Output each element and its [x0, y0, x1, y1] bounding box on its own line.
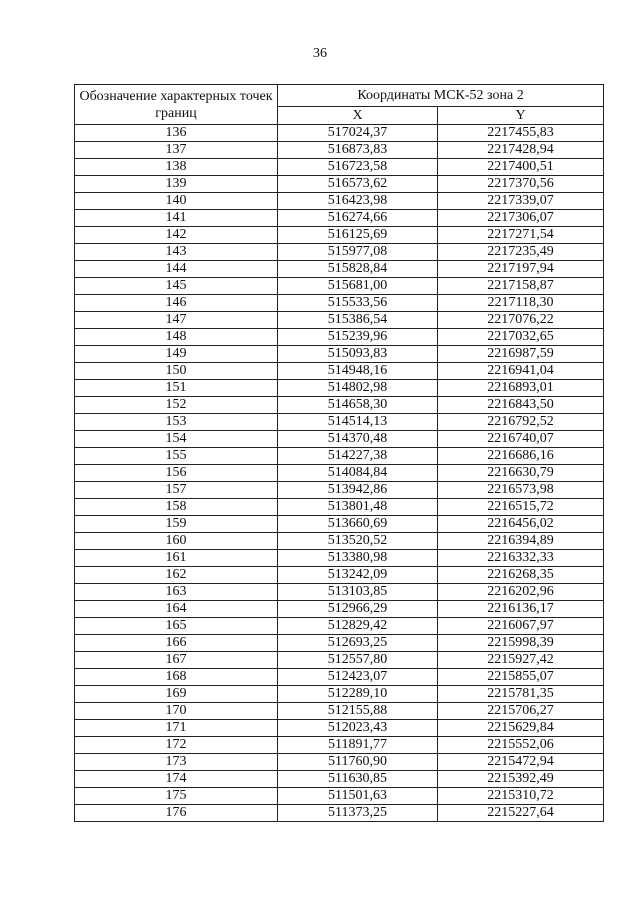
table-row: [75, 805, 604, 822]
table-row: [75, 482, 604, 499]
x-coordinate-cell: 511760,90: [278, 754, 438, 771]
y-column-header: Y: [438, 107, 604, 125]
table-row: [75, 550, 604, 567]
table-row: [75, 142, 604, 159]
y-coordinate-cell: 2215927,42: [438, 652, 604, 669]
y-coordinate-cell: 2217400,51: [438, 159, 604, 176]
y-coordinate-cell: 2217235,49: [438, 244, 604, 261]
y-coordinate-cell: 2215706,27: [438, 703, 604, 720]
point-number-cell: 172: [75, 737, 278, 754]
x-coordinate-cell: 516274,66: [278, 210, 438, 227]
x-coordinate-cell: 512155,88: [278, 703, 438, 720]
table-row: [75, 601, 604, 618]
point-number-cell: 175: [75, 788, 278, 805]
table-row: [75, 210, 604, 227]
y-coordinate-cell: 2217370,56: [438, 176, 604, 193]
table-row: [75, 703, 604, 720]
page-number: 36: [313, 46, 327, 61]
point-number-cell: 168: [75, 669, 278, 686]
x-coordinate-cell: 512557,80: [278, 652, 438, 669]
x-coordinate-cell: 515386,54: [278, 312, 438, 329]
point-designation-header: Обозначение характерных точек границ: [75, 85, 278, 125]
x-coordinate-cell: 513660,69: [278, 516, 438, 533]
table-row: [75, 788, 604, 805]
point-number-cell: 155: [75, 448, 278, 465]
table-row: [75, 363, 604, 380]
point-number-cell: 167: [75, 652, 278, 669]
table-row: [75, 567, 604, 584]
point-number-cell: 169: [75, 686, 278, 703]
point-number-cell: 142: [75, 227, 278, 244]
point-number-cell: 143: [75, 244, 278, 261]
y-coordinate-cell: 2215392,49: [438, 771, 604, 788]
table-row: [75, 499, 604, 516]
x-coordinate-cell: 511501,63: [278, 788, 438, 805]
x-coordinate-cell: 515828,84: [278, 261, 438, 278]
table-row: [75, 397, 604, 414]
y-coordinate-cell: 2216941,04: [438, 363, 604, 380]
y-coordinate-cell: 2216394,89: [438, 533, 604, 550]
x-coordinate-cell: 514227,38: [278, 448, 438, 465]
x-coordinate-cell: 515093,83: [278, 346, 438, 363]
point-number-cell: 136: [75, 125, 278, 142]
table-row: [75, 516, 604, 533]
x-column-header: X: [278, 107, 438, 125]
table-row: [75, 176, 604, 193]
x-coordinate-cell: 514658,30: [278, 397, 438, 414]
point-number-cell: 159: [75, 516, 278, 533]
point-number-cell: 147: [75, 312, 278, 329]
point-number-cell: 170: [75, 703, 278, 720]
coordinates-table-body: [75, 125, 604, 822]
y-coordinate-cell: 2217339,07: [438, 193, 604, 210]
point-number-cell: 154: [75, 431, 278, 448]
table-row: [75, 278, 604, 295]
table-row: [75, 618, 604, 635]
x-coordinate-cell: 512423,07: [278, 669, 438, 686]
y-coordinate-cell: 2217118,30: [438, 295, 604, 312]
point-number-cell: 139: [75, 176, 278, 193]
x-coordinate-cell: 512693,25: [278, 635, 438, 652]
y-coordinate-cell: 2217428,94: [438, 142, 604, 159]
table-row: [75, 159, 604, 176]
y-coordinate-cell: 2216740,07: [438, 431, 604, 448]
point-number-cell: 162: [75, 567, 278, 584]
table-row: [75, 380, 604, 397]
x-coordinate-cell: 514514,13: [278, 414, 438, 431]
point-number-cell: 171: [75, 720, 278, 737]
y-coordinate-cell: 2216202,96: [438, 584, 604, 601]
table-header-row: [75, 85, 604, 107]
x-coordinate-cell: 513942,86: [278, 482, 438, 499]
y-coordinate-cell: 2215310,72: [438, 788, 604, 805]
table-row: [75, 193, 604, 210]
point-number-cell: 141: [75, 210, 278, 227]
table-row: [75, 431, 604, 448]
y-coordinate-cell: 2217271,54: [438, 227, 604, 244]
point-number-cell: 163: [75, 584, 278, 601]
point-number-cell: 165: [75, 618, 278, 635]
point-number-cell: 158: [75, 499, 278, 516]
y-coordinate-cell: 2216573,98: [438, 482, 604, 499]
table-row: [75, 346, 604, 363]
x-coordinate-cell: 515681,00: [278, 278, 438, 295]
y-coordinate-cell: 2215552,06: [438, 737, 604, 754]
point-number-cell: 166: [75, 635, 278, 652]
coordinates-table: [74, 84, 604, 822]
y-coordinate-cell: 2216268,35: [438, 567, 604, 584]
point-number-cell: 150: [75, 363, 278, 380]
y-coordinate-cell: 2216136,17: [438, 601, 604, 618]
x-coordinate-cell: 514370,48: [278, 431, 438, 448]
x-coordinate-cell: 513801,48: [278, 499, 438, 516]
y-coordinate-cell: 2216630,79: [438, 465, 604, 482]
y-coordinate-cell: 2217158,87: [438, 278, 604, 295]
coordinate-system-header: Координаты МСК-52 зона 2: [278, 85, 604, 107]
table-row: [75, 261, 604, 278]
point-number-cell: 160: [75, 533, 278, 550]
x-coordinate-cell: 514084,84: [278, 465, 438, 482]
x-coordinate-cell: 515239,96: [278, 329, 438, 346]
point-number-cell: 164: [75, 601, 278, 618]
y-coordinate-cell: 2216332,33: [438, 550, 604, 567]
table-row: [75, 125, 604, 142]
x-coordinate-cell: 516423,98: [278, 193, 438, 210]
table-row: [75, 584, 604, 601]
table-row: [75, 669, 604, 686]
y-coordinate-cell: 2216893,01: [438, 380, 604, 397]
y-coordinate-cell: 2215855,07: [438, 669, 604, 686]
table-row: [75, 312, 604, 329]
table-row: [75, 720, 604, 737]
point-number-cell: 157: [75, 482, 278, 499]
y-coordinate-cell: 2217197,94: [438, 261, 604, 278]
y-coordinate-cell: 2215998,39: [438, 635, 604, 652]
y-coordinate-cell: 2215781,35: [438, 686, 604, 703]
x-coordinate-cell: 514948,16: [278, 363, 438, 380]
point-number-cell: 146: [75, 295, 278, 312]
x-coordinate-cell: 513380,98: [278, 550, 438, 567]
x-coordinate-cell: 513520,52: [278, 533, 438, 550]
y-coordinate-cell: 2217455,83: [438, 125, 604, 142]
point-number-cell: 153: [75, 414, 278, 431]
table-row: [75, 771, 604, 788]
y-coordinate-cell: 2216843,50: [438, 397, 604, 414]
y-coordinate-cell: 2216686,16: [438, 448, 604, 465]
point-number-cell: 148: [75, 329, 278, 346]
y-coordinate-cell: 2217032,65: [438, 329, 604, 346]
x-coordinate-cell: 516573,62: [278, 176, 438, 193]
table-row: [75, 635, 604, 652]
y-coordinate-cell: 2217306,07: [438, 210, 604, 227]
table-row: [75, 448, 604, 465]
table-row: [75, 533, 604, 550]
point-number-cell: 138: [75, 159, 278, 176]
table-row: [75, 414, 604, 431]
x-coordinate-cell: 515533,56: [278, 295, 438, 312]
point-number-cell: 151: [75, 380, 278, 397]
table-row: [75, 652, 604, 669]
x-coordinate-cell: 515977,08: [278, 244, 438, 261]
x-coordinate-cell: 514802,98: [278, 380, 438, 397]
x-coordinate-cell: 512289,10: [278, 686, 438, 703]
x-coordinate-cell: 513103,85: [278, 584, 438, 601]
y-coordinate-cell: 2216515,72: [438, 499, 604, 516]
point-number-cell: 176: [75, 805, 278, 822]
x-coordinate-cell: 511891,77: [278, 737, 438, 754]
point-number-cell: 156: [75, 465, 278, 482]
point-number-cell: 145: [75, 278, 278, 295]
x-coordinate-cell: 511630,85: [278, 771, 438, 788]
y-coordinate-cell: 2215227,64: [438, 805, 604, 822]
x-coordinate-cell: 517024,37: [278, 125, 438, 142]
x-coordinate-cell: 512023,43: [278, 720, 438, 737]
y-coordinate-cell: 2216456,02: [438, 516, 604, 533]
table-row: [75, 329, 604, 346]
x-coordinate-cell: 516723,58: [278, 159, 438, 176]
point-number-cell: 161: [75, 550, 278, 567]
x-coordinate-cell: 516125,69: [278, 227, 438, 244]
point-number-cell: 174: [75, 771, 278, 788]
table-row: [75, 244, 604, 261]
point-number-cell: 140: [75, 193, 278, 210]
y-coordinate-cell: 2215629,84: [438, 720, 604, 737]
y-coordinate-cell: 2217076,22: [438, 312, 604, 329]
table-row: [75, 737, 604, 754]
point-number-cell: 137: [75, 142, 278, 159]
x-coordinate-cell: 511373,25: [278, 805, 438, 822]
point-number-cell: 144: [75, 261, 278, 278]
x-coordinate-cell: 512966,29: [278, 601, 438, 618]
point-number-cell: 152: [75, 397, 278, 414]
table-row: [75, 227, 604, 244]
x-coordinate-cell: 516873,83: [278, 142, 438, 159]
point-number-cell: 173: [75, 754, 278, 771]
table-row: [75, 754, 604, 771]
x-coordinate-cell: 513242,09: [278, 567, 438, 584]
table-row: [75, 465, 604, 482]
y-coordinate-cell: 2216067,97: [438, 618, 604, 635]
y-coordinate-cell: 2216987,59: [438, 346, 604, 363]
point-number-cell: 149: [75, 346, 278, 363]
x-coordinate-cell: 512829,42: [278, 618, 438, 635]
table-row: [75, 686, 604, 703]
table-row: [75, 295, 604, 312]
y-coordinate-cell: 2216792,52: [438, 414, 604, 431]
y-coordinate-cell: 2215472,94: [438, 754, 604, 771]
